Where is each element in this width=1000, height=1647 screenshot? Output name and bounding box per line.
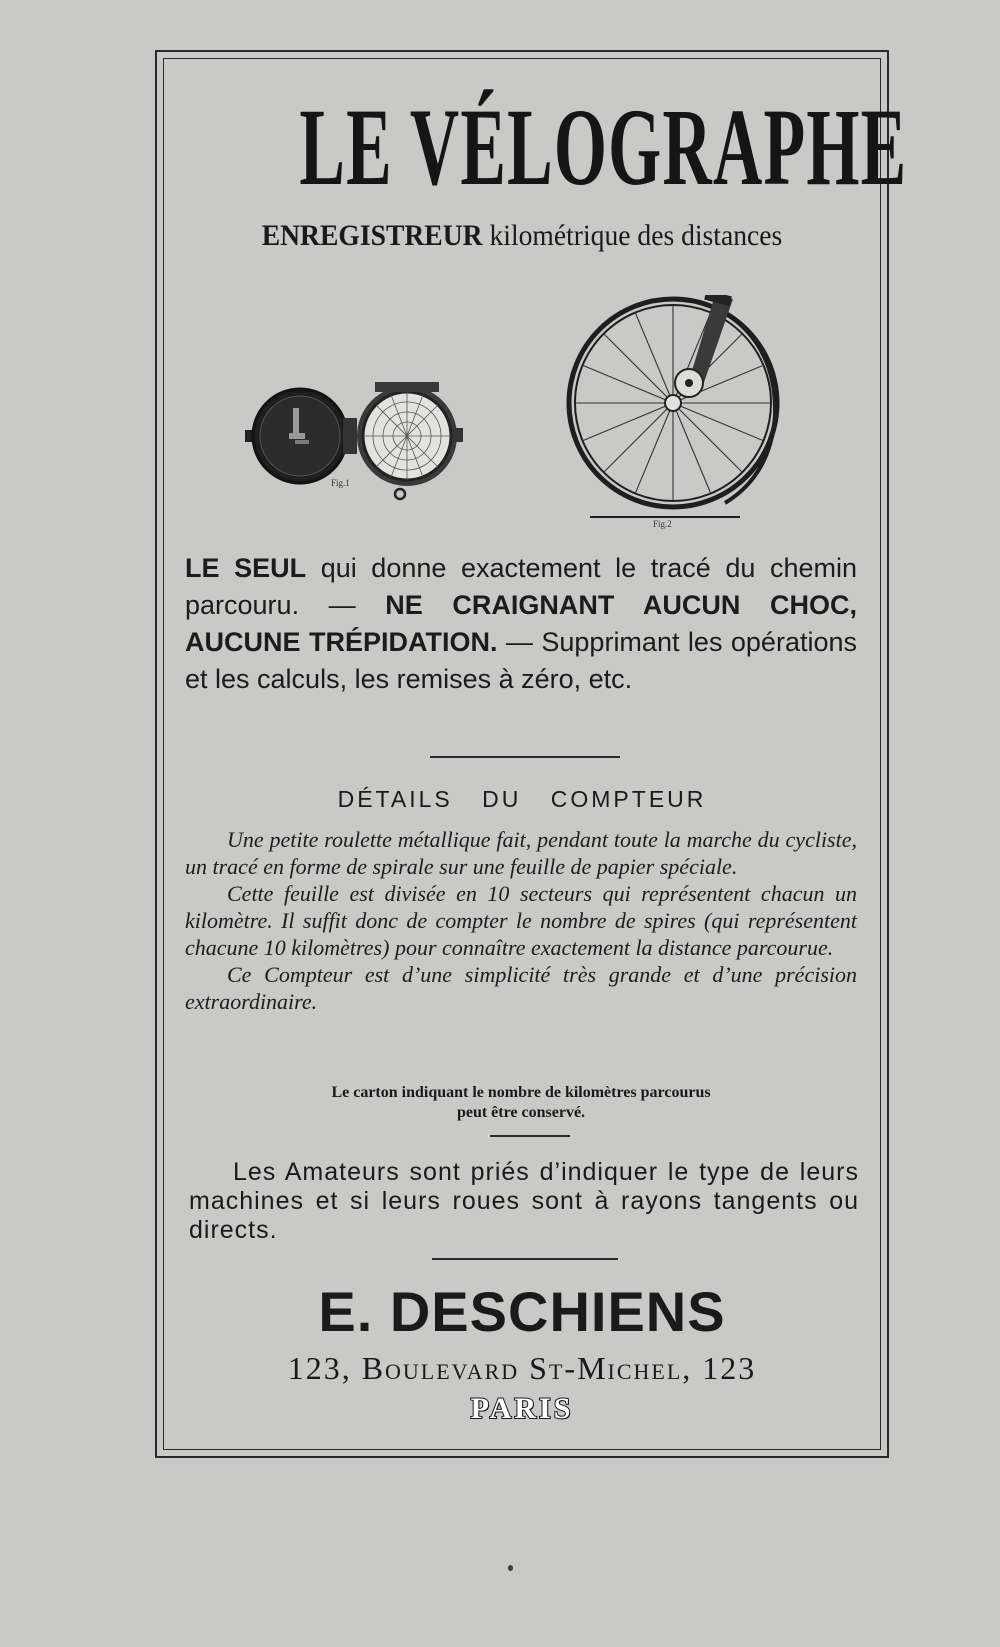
- ad-title: LE VÉLOGRAPHE: [299, 86, 908, 208]
- lead-caps: NE CRAIGNANT AUCUN CHOC, AUCUNE TRÉPIDATION.: [185, 590, 857, 657]
- firm-address: 123, Boulevard St-Michel, 123: [287, 1350, 757, 1386]
- amateurs-text: Les Amateurs sont priés d’indiquer le type de leurs machines et si leurs roues sont à rayons tangents ou directs.: [189, 1158, 859, 1244]
- figure-2-label: Fig.2: [653, 519, 672, 529]
- details-paragraph-2: Cette feuille est divisée en 10 secteurs qui représentent chacun un kilomètre. Il suffit donc de compter le nombre de spires (qui représentent chacune 10 kilomètres) pour connaître exactement la distance parcourue.: [185, 881, 857, 960]
- figure-1-label: Fig.1: [331, 478, 350, 488]
- divider-2: [490, 1135, 570, 1137]
- ad-subtitle: [192, 218, 853, 254]
- lead-seul: LE SEUL: [185, 553, 307, 583]
- divider-3: [432, 1258, 618, 1260]
- figure-1-counter-illustration: [245, 378, 475, 503]
- lead-paragraph: [185, 550, 857, 698]
- lead-part2: — Supprimant les opérations et les calculs, les remises à zéro, etc.: [185, 627, 857, 694]
- divider-1: [430, 756, 620, 758]
- carton-line-1: Le carton indiquant le nombre de kilomètres parcourus: [331, 1084, 711, 1101]
- details-heading: DÉTAILS DU COMPTEUR: [337, 786, 707, 812]
- lead-part1: qui donne exactement le tracé du chemin parcouru. —: [185, 553, 858, 620]
- subtitle-rest: kilométrique des distances: [489, 219, 783, 252]
- page-speck: [508, 1565, 513, 1571]
- amateurs-note: [189, 1158, 859, 1245]
- subtitle-strong: ENREGISTREUR: [261, 219, 483, 252]
- details-paragraph-1: Une petite roulette métallique fait, pendant toute la marche du cycliste, un tracé en forme de spirale sur une feuille de papier spéciale.: [185, 827, 857, 879]
- firm-name: E. DESCHIENS: [318, 1280, 726, 1343]
- details-paragraph-3: Ce Compteur est d’une simplicité très grande et d’une précision extraordinaire.: [185, 962, 857, 1014]
- firm-city: PARIS: [470, 1392, 574, 1425]
- carton-line-2: peut être conservé.: [456, 1104, 586, 1121]
- figure-2-wheel-illustration: [565, 295, 785, 530]
- details-text: [185, 826, 857, 1015]
- carton-note: [185, 1083, 857, 1123]
